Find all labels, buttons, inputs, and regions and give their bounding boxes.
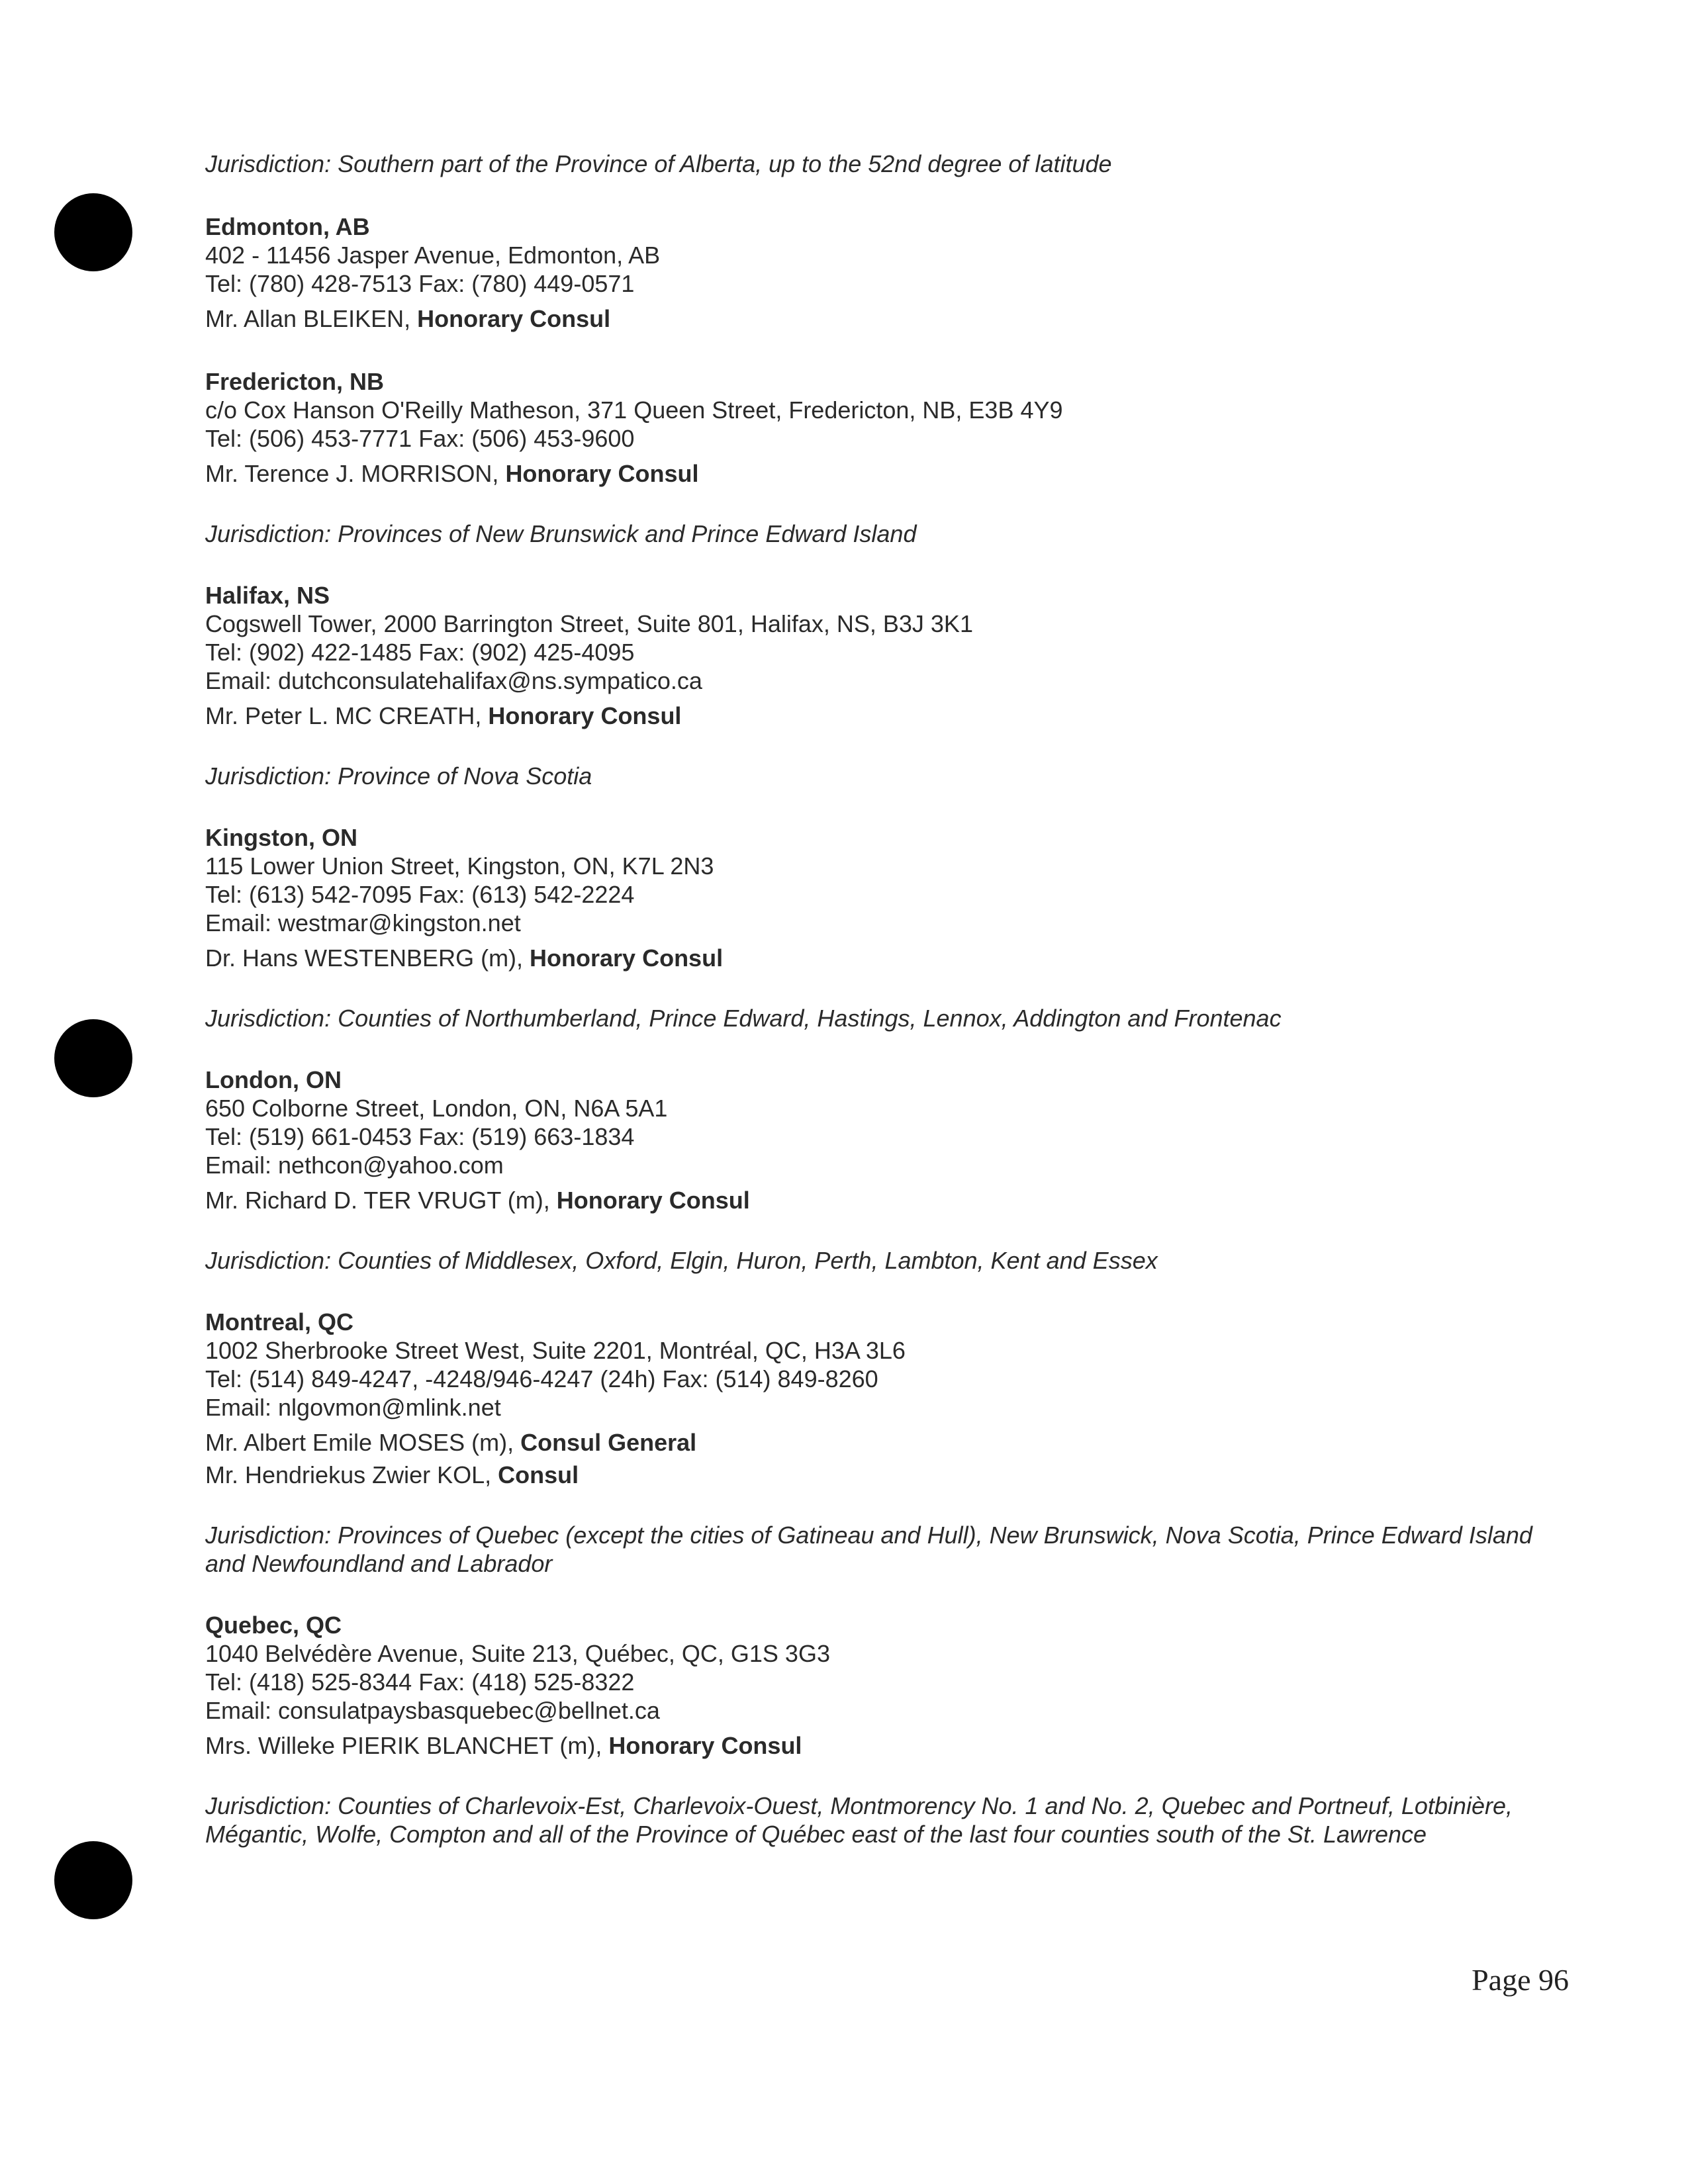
office-entry — [205, 1611, 1569, 1848]
official-name: Mr. Allan BLEIKEN, — [205, 305, 418, 332]
office-address: 1040 Belvédère Avenue, Suite 213, Québec, QC, G1S 3G3 — [205, 1640, 830, 1667]
official-title: Honorary Consul — [556, 1187, 750, 1214]
office-official — [205, 304, 1569, 333]
office-address: Cogswell Tower, 2000 Barrington Street, Suite 801, Halifax, NS, B3J 3K1 — [205, 610, 973, 637]
office-phone-fax: Tel: (519) 661-0453 Fax: (519) 663-1834 — [205, 1123, 635, 1150]
office-entry — [205, 212, 1569, 333]
office-city: Fredericton, NB — [205, 368, 385, 395]
office-entry — [205, 823, 1569, 1032]
punch-hole-bottom — [54, 1841, 132, 1919]
office-city: Montreal, QC — [205, 1308, 354, 1336]
office-phone-fax: Tel: (902) 422-1485 Fax: (902) 425-4095 — [205, 639, 635, 666]
office-address: 650 Colborne Street, London, ON, N6A 5A1 — [205, 1095, 668, 1122]
page-number: Page 96 — [1472, 1963, 1569, 1997]
official-title: Honorary Consul — [608, 1732, 802, 1759]
jurisdiction-text: Jurisdiction: Counties of Middlesex, Oxford, Elgin, Huron, Perth, Lambton, Kent and Essex — [205, 1247, 1158, 1274]
office-entry — [205, 1308, 1569, 1578]
office-email: Email: nlgovmon@mlink.net — [205, 1394, 501, 1421]
punch-hole-middle — [54, 1019, 132, 1097]
jurisdiction-text: Jurisdiction: Counties of Northumberland, Prince Edward, Hastings, Lennox, Addington and Frontenac — [205, 1005, 1282, 1032]
office-email: Email: nethcon@yahoo.com — [205, 1152, 504, 1179]
office-official — [205, 459, 1569, 488]
official-name: Mr. Peter L. MC CREATH, — [205, 702, 489, 729]
office-official — [205, 702, 1569, 730]
official-name: Mr. Terence J. MORRISON, — [205, 460, 506, 487]
official-title: Consul — [498, 1461, 579, 1488]
office-official — [205, 1731, 1569, 1760]
jurisdiction-text: Jurisdiction: Provinces of Quebec (except the cities of Gatineau and Hull), New Brunswick, Nova Scotia, Prince Edward Island and Newfoundland and Labrador — [205, 1522, 1532, 1577]
jurisdiction-text: Jurisdiction: Southern part of the Province of Alberta, up to the 52nd degree of latitude — [205, 150, 1112, 177]
office-email: Email: consulatpaysbasquebec@bellnet.ca — [205, 1697, 660, 1724]
office-official — [205, 1428, 1569, 1457]
official-name: Mr. Albert Emile MOSES (m), — [205, 1429, 521, 1456]
office-city: Halifax, NS — [205, 582, 330, 609]
office-city: Edmonton, AB — [205, 213, 370, 240]
office-phone-fax: Tel: (418) 525-8344 Fax: (418) 525-8322 — [205, 1668, 635, 1696]
official-name: Dr. Hans WESTENBERG (m), — [205, 944, 530, 972]
consulate-listing — [205, 150, 1569, 1848]
official-name: Mr. Richard D. TER VRUGT (m), — [205, 1187, 557, 1214]
official-name: Mr. Hendriekus Zwier KOL, — [205, 1461, 498, 1488]
office-city: London, ON — [205, 1066, 342, 1093]
office-email: Email: dutchconsulatehalifax@ns.sympatico.ca — [205, 667, 702, 694]
jurisdiction-text: Jurisdiction: Provinces of New Brunswick and Prince Edward Island — [205, 520, 917, 547]
jurisdiction-text: Jurisdiction: Counties of Charlevoix-Est, Charlevoix-Ouest, Montmorency No. 1 and No. 2, Quebec and Portneuf, Lotbinière, Mégantic, Wolfe, Compton and all of the Province of Québec east of the last four counties south of the St. Lawrence — [205, 1792, 1513, 1848]
office-phone-fax: Tel: (613) 542-7095 Fax: (613) 542-2224 — [205, 881, 635, 908]
official-title: Honorary Consul — [505, 460, 699, 487]
office-address: 1002 Sherbrooke Street West, Suite 2201, Montréal, QC, H3A 3L6 — [205, 1337, 906, 1364]
office-address: 402 - 11456 Jasper Avenue, Edmonton, AB — [205, 242, 661, 269]
official-title: Consul General — [520, 1429, 697, 1456]
official-title: Honorary Consul — [530, 944, 724, 972]
office-official — [205, 944, 1569, 972]
office-email: Email: westmar@kingston.net — [205, 909, 521, 936]
punch-hole-top — [54, 193, 132, 271]
office-address: c/o Cox Hanson O'Reilly Matheson, 371 Queen Street, Fredericton, NB, E3B 4Y9 — [205, 396, 1063, 424]
office-phone-fax: Tel: (514) 849-4247, -4248/946-4247 (24h) Fax: (514) 849-8260 — [205, 1365, 878, 1392]
official-name: Mrs. Willeke PIERIK BLANCHET (m), — [205, 1732, 609, 1759]
office-city: Quebec, QC — [205, 1612, 342, 1639]
office-entry — [205, 581, 1569, 790]
jurisdiction-text: Jurisdiction: Province of Nova Scotia — [205, 762, 592, 790]
office-entry — [205, 1066, 1569, 1275]
office-phone-fax: Tel: (506) 453-7771 Fax: (506) 453-9600 — [205, 425, 635, 452]
official-title: Honorary Consul — [488, 702, 682, 729]
official-title: Honorary Consul — [417, 305, 611, 332]
office-official — [205, 1461, 1569, 1489]
office-entry — [205, 367, 1569, 548]
office-phone-fax: Tel: (780) 428-7513 Fax: (780) 449-0571 — [205, 270, 635, 297]
office-address: 115 Lower Union Street, Kingston, ON, K7L 2N3 — [205, 852, 714, 880]
office-official — [205, 1186, 1569, 1214]
office-city: Kingston, ON — [205, 824, 357, 851]
